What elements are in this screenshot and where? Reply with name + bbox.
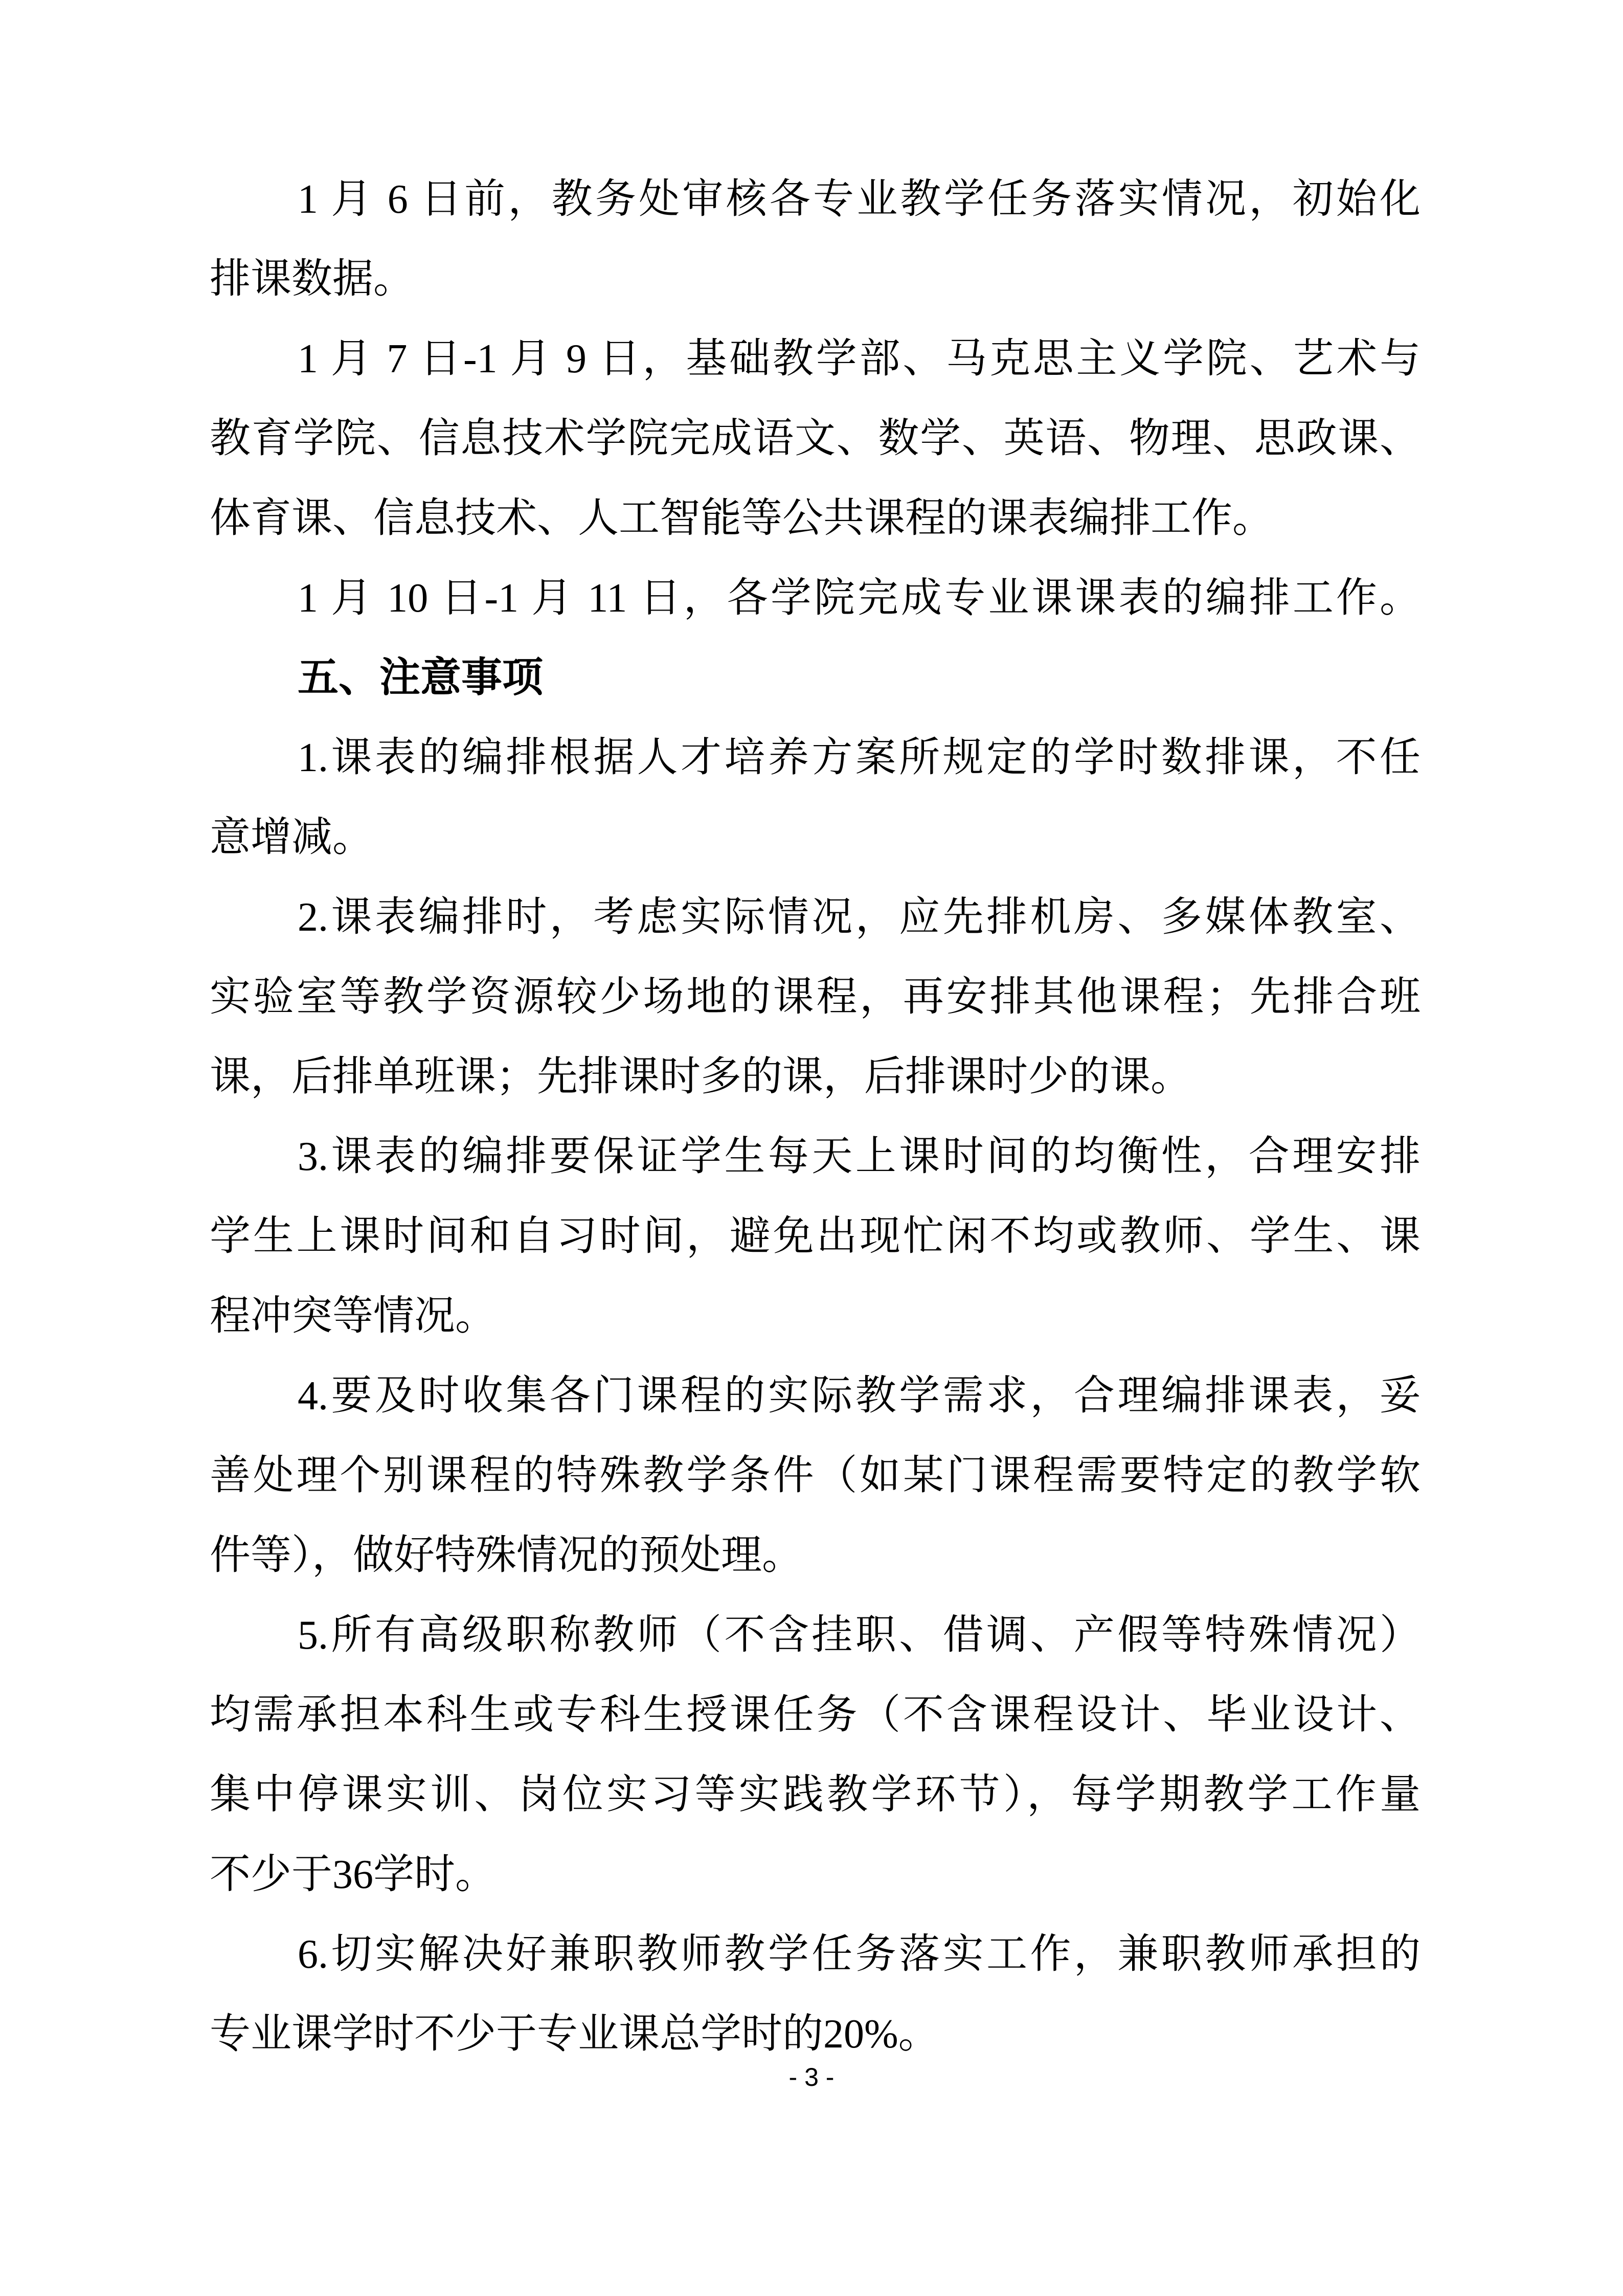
text-line: 体育课、信息技术、人工智能等公共课程的课表编排工作。 xyxy=(210,496,1273,541)
text-line: 课，后排单班课；先排课时多的课，后排课时少的课。 xyxy=(210,1054,1191,1099)
paragraph xyxy=(210,1117,1421,1356)
paragraph xyxy=(210,558,1421,638)
text-line: 不少于36学时。 xyxy=(210,1852,496,1897)
text-line: 3.课表的编排要保证学生每天上课时间的均衡性，合理安排 xyxy=(298,1134,1421,1179)
text-line: 善处理个别课程的特殊教学条件（如某门课程需要特定的教学软 xyxy=(210,1453,1421,1498)
text-line: 排课数据。 xyxy=(210,257,414,302)
paragraph xyxy=(210,1915,1421,2074)
page-footer xyxy=(0,2063,1623,2091)
text-line: 程冲突等情况。 xyxy=(210,1294,496,1339)
text-line: 五、注意事项 xyxy=(298,656,543,701)
document-body xyxy=(210,160,1421,2074)
text-line: 实验室等教学资源较少场地的课程，再安排其他课程；先排合班 xyxy=(210,975,1421,1020)
page-number: - 3 - xyxy=(788,2063,835,2091)
text-line: 教育学院、信息技术学院完成语文、数学、英语、物理、思政课、 xyxy=(210,416,1421,461)
paragraph xyxy=(210,1595,1421,1915)
text-line: 2.课表编排时，考虑实际情况，应先排机房、多媒体教室、 xyxy=(298,895,1421,940)
text-line: 6.切实解决好兼职教师教学任务落实工作，兼职教师承担的 xyxy=(298,1932,1421,1977)
text-line: 1 月 7 日-1 月 9 日，基础教学部、马克思主义学院、艺术与 xyxy=(298,336,1421,381)
paragraph xyxy=(210,877,1421,1117)
paragraph xyxy=(210,160,1421,319)
paragraph xyxy=(210,319,1421,558)
text-line: 均需承担本科生或专科生授课任务（不含课程设计、毕业设计、 xyxy=(210,1693,1421,1738)
text-line: 意增减。 xyxy=(210,815,373,860)
text-line: 件等），做好特殊情况的预处理。 xyxy=(210,1533,803,1578)
text-line: 集中停课实训、岗位实习等实践教学环节），每学期教学工作量 xyxy=(210,1772,1421,1817)
text-line: 专业课学时不少于专业课总学时的20%。 xyxy=(210,2012,939,2057)
text-line: 1 月 6 日前，教务处审核各专业教学任务落实情况，初始化 xyxy=(298,177,1421,222)
section-heading xyxy=(210,638,1421,718)
paragraph xyxy=(210,718,1421,877)
text-line: 1 月 10 日-1 月 11 日，各学院完成专业课课表的编排工作。 xyxy=(298,576,1421,621)
text-line: 学生上课时间和自习时间，避免出现忙闲不均或教师、学生、课 xyxy=(210,1214,1421,1259)
text-line: 4.要及时收集各门课程的实际教学需求，合理编排课表，妥 xyxy=(298,1374,1421,1419)
paragraph xyxy=(210,1356,1421,1595)
text-line: 1.课表的编排根据人才培养方案所规定的学时数排课，不任 xyxy=(298,735,1421,780)
text-line: 5.所有高级职称教师（不含挂职、借调、产假等特殊情况） xyxy=(298,1613,1421,1658)
